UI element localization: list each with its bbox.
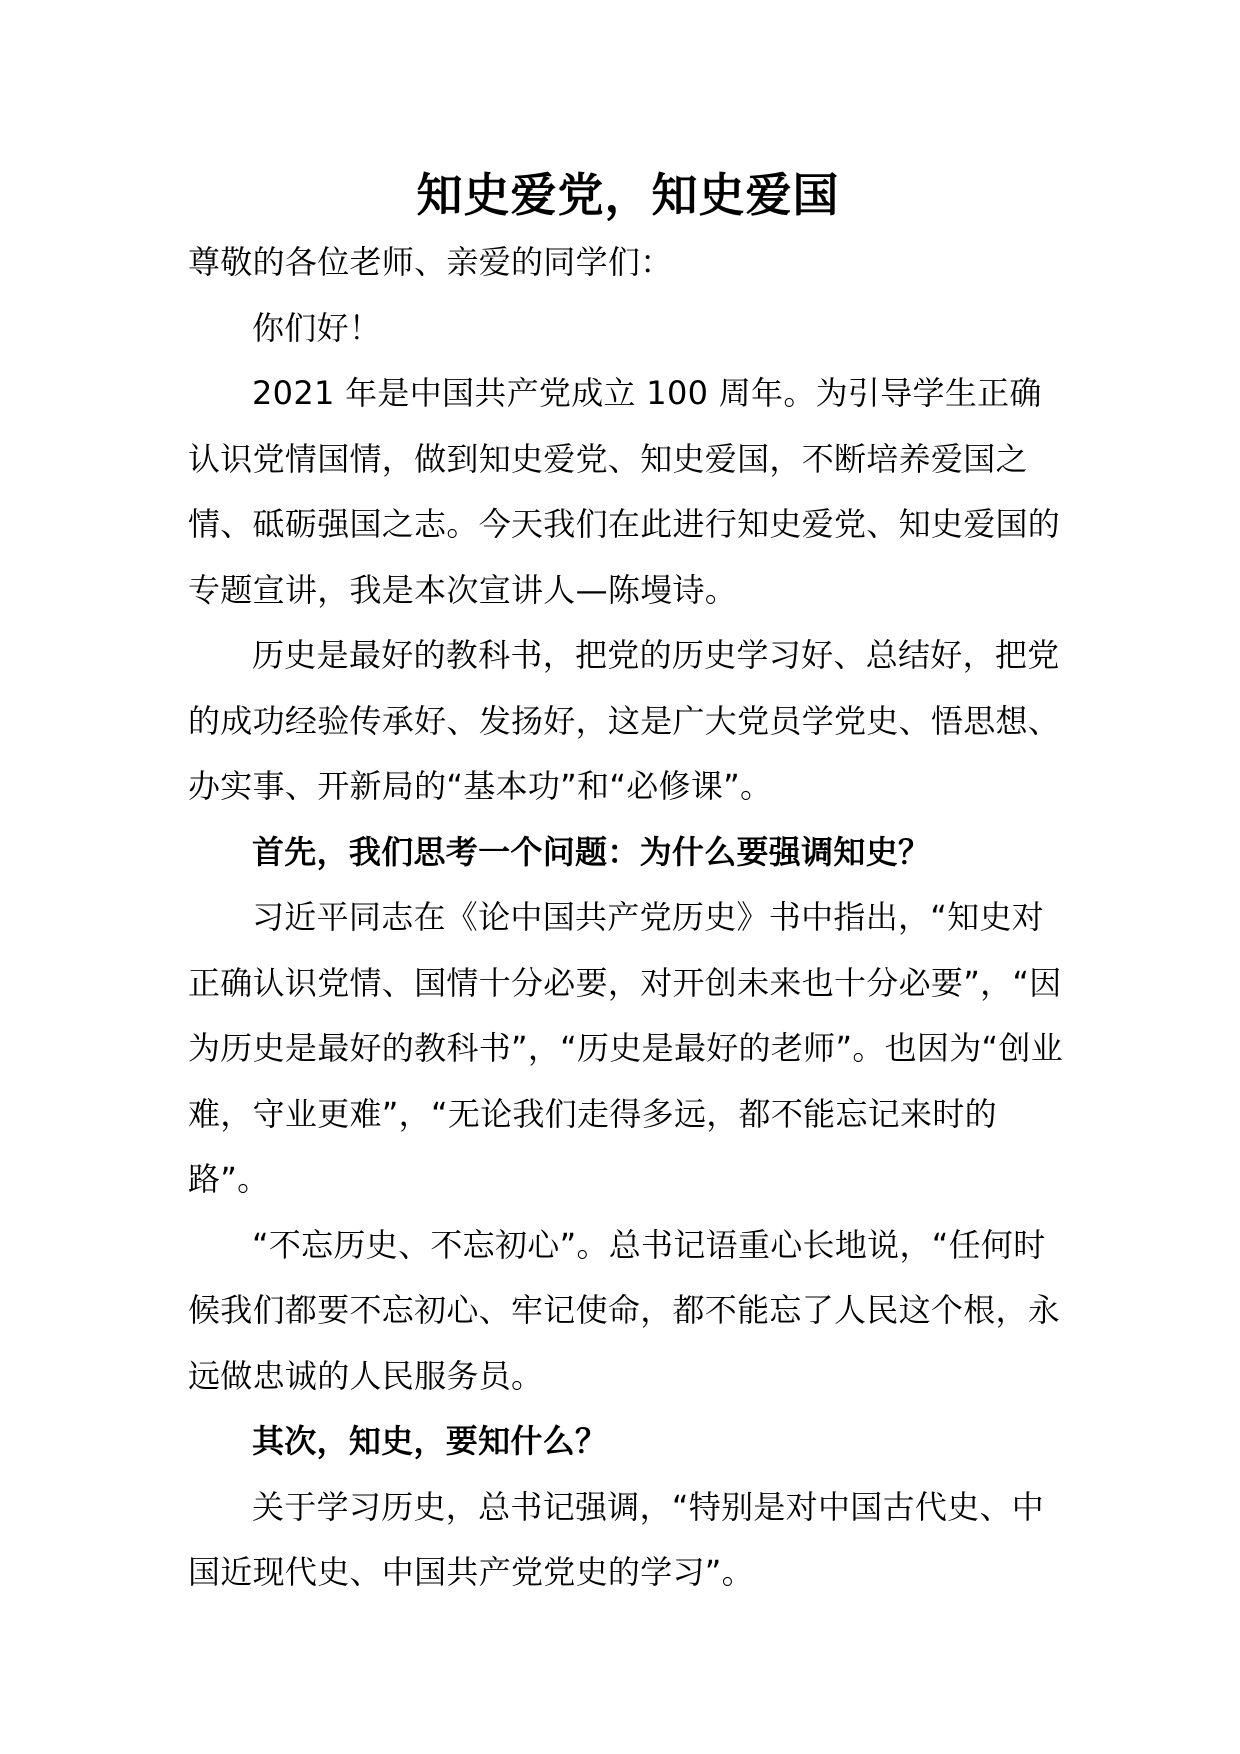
- paragraph-learning-history: 关于学习历史，总书记强调，“特别是对中国古代史、中国近现代史、中国共产党党史的学习”。: [188, 1487, 1045, 1591]
- document-body: [188, 230, 1068, 1606]
- salutation: 尊敬的各位老师、亲爱的同学们：: [188, 243, 673, 281]
- section-heading-second: 其次，知史，要知什么？: [252, 1422, 608, 1460]
- paragraph-original-aspiration: “不忘历史、不忘初心”。总书记语重心长地说，“任何时候我们都要不忘初心、牢记使命，都不能忘了人民这个根，永远做忠诚的人民服务员。: [188, 1225, 1061, 1395]
- document-content: [188, 160, 1068, 1606]
- paragraph-intro: 2021 年是中国共产党成立 100 周年。为引导学生正确认识党情国情，做到知史爱党、知史爱国，不断培养爱国之情、砥砺强国之志。今天我们在此进行知史爱党、知史爱国的专题宣讲，我是本次宣讲人—陈墁诗。: [188, 374, 1061, 609]
- document-title: 知史爱党，知史爱国: [416, 168, 840, 222]
- section-heading-first: 首先，我们思考一个问题：为什么要强调知史？: [252, 832, 931, 871]
- paragraph-history-textbook: 历史是最好的教科书，把党的历史学习好、总结好，把党的成功经验传承好、发扬好，这是广大党员学党史、悟思想、办实事、开新局的“基本功”和“必修课”。: [188, 636, 1061, 805]
- paragraph-xi-quote: 习近平同志在《论中国共产党历史》书中指出，“知史对正确认识党情、国情十分必要，对开创未来也十分必要”，“因为历史是最好的教科书”，“历史是最好的老师”。也因为“创业难，守业更难”，“无论我们走得多远，都不能忘记来时的路”。: [188, 898, 1064, 1198]
- greeting: 你们好！: [252, 308, 382, 347]
